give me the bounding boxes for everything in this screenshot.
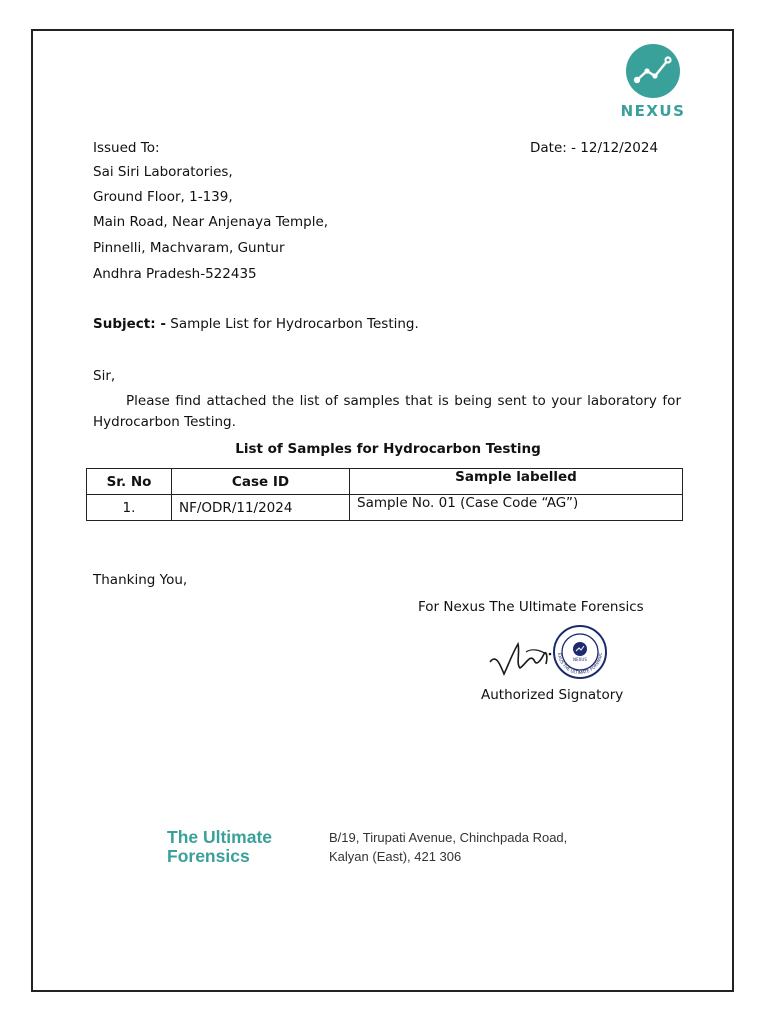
footer-brand-line: Forensics — [167, 846, 250, 866]
subject-text: Sample List for Hydrocarbon Testing. — [165, 316, 419, 332]
cell-sample-labelled: Sample No. 01 (Case Code “AG”) — [350, 495, 683, 521]
issued-to-label: Issued To: — [93, 140, 160, 156]
samples-table — [86, 468, 683, 521]
recipient-name: Sai Siri Laboratories, — [93, 164, 233, 180]
brand-name: NEXUS — [620, 102, 686, 120]
recipient-address-line: Main Road, Near Anjenaya Temple, — [93, 214, 329, 230]
table-header-row — [87, 469, 683, 495]
column-header-sample-labelled: Sample labelled — [350, 469, 683, 495]
subject-label: Subject: - — [93, 316, 166, 332]
subject-line — [93, 315, 419, 333]
table-title: List of Samples for Hydrocarbon Testing — [235, 441, 541, 457]
letter-date: Date: - 12/12/2024 — [530, 140, 659, 156]
footer-brand — [167, 828, 272, 866]
column-header-sr-no: Sr. No — [87, 469, 172, 495]
footer-brand-line: The Ultimate — [167, 827, 273, 847]
cell-sr-no: 1. — [87, 495, 172, 521]
footer-address — [329, 828, 567, 866]
closing-thanks: Thanking You, — [93, 572, 188, 588]
recipient-address-line: Ground Floor, 1-139, — [93, 189, 233, 205]
body-text: Please find attached the list of samples that is being sent to your laboratory for Hydrocarbon Testing. — [93, 393, 681, 430]
table-row — [87, 495, 683, 521]
footer-address-line: B/19, Tirupati Avenue, Chinchpada Road, — [329, 830, 568, 845]
signature-and-stamp — [486, 624, 610, 684]
nexus-network-logo — [623, 44, 683, 99]
company-stamp — [486, 624, 606, 678]
closing-organization: For Nexus The Ultimate Forensics — [418, 599, 644, 615]
cell-case-id: NF/ODR/11/2024 — [172, 495, 350, 521]
authorized-signatory: Authorized Signatory — [481, 687, 624, 703]
footer-address-line: Kalyan (East), 421 306 — [329, 849, 462, 864]
column-header-case-id: Case ID — [172, 469, 350, 495]
recipient-address-line: Pinnelli, Machvaram, Guntur — [93, 240, 285, 256]
recipient-address-line: Andhra Pradesh-522435 — [93, 266, 257, 282]
svg-text:NEXUS: NEXUS — [573, 657, 587, 662]
body-paragraph — [93, 391, 681, 433]
salutation: Sir, — [93, 368, 116, 384]
svg-text:NEXUS THE ULTIMATE FORENSICS: EXUS THE ULTIMATE FORENSIC — [556, 652, 605, 677]
